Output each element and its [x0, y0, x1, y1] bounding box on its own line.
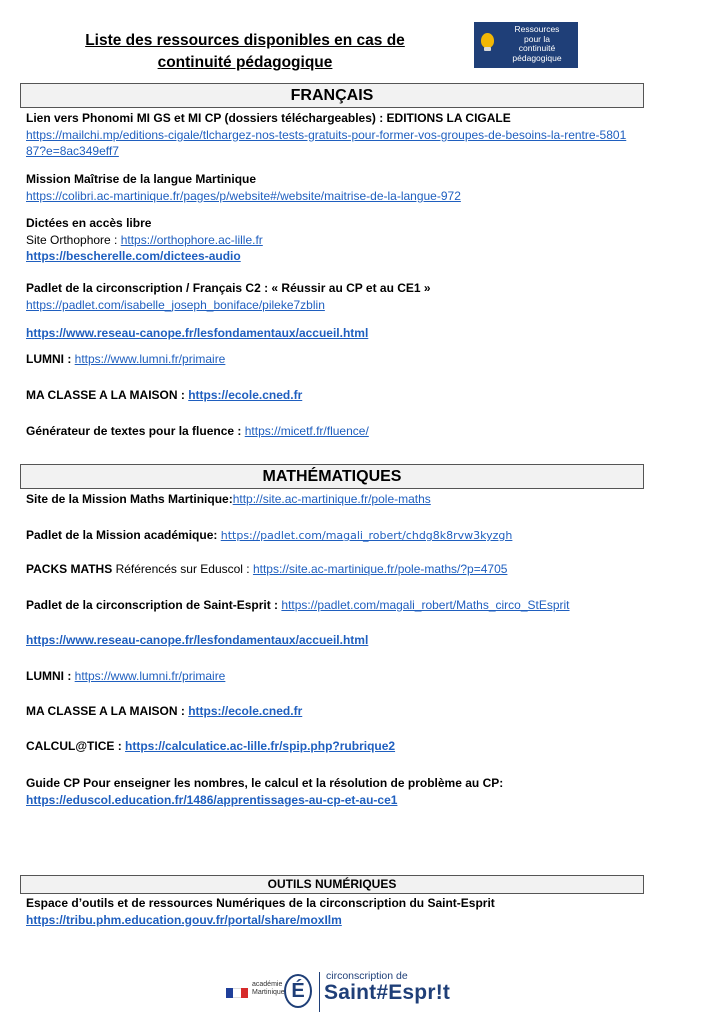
saint-esprit-logo: Saint#Espr!t [324, 981, 451, 1004]
academie-line-1: académie [252, 981, 283, 988]
fluence-label: Générateur de textes pour la fluence : [26, 424, 245, 438]
site-maths-link[interactable]: http://site.ac-martinique.fr/pole-maths [232, 492, 431, 506]
calculatice-label: CALCUL@TICE : [26, 739, 126, 753]
phonomi-link[interactable]: https://mailchi.mp/editions-cigale/tlchargez-nos-tests-gratuits-pour-former-vos-groupes-de-besoins-la-rentre-580187?e=8ac349eff7 [26, 127, 627, 158]
cned-maths-link[interactable]: https://ecole.cned.fr [188, 704, 303, 718]
entry-cned-francais [26, 387, 636, 404]
lumni-francais-label: LUMNI : [26, 352, 75, 366]
page-title-line-1: Liste des ressources disponibles en cas de [85, 32, 405, 49]
padlet-francais-link[interactable]: https://padlet.com/isabelle_joseph_boniface/pileke7zblin [26, 297, 325, 312]
badge-line-4: pédagogique [512, 52, 562, 63]
entry-canope-francais [26, 325, 636, 342]
orthophore-label: Site Orthophore : [26, 232, 121, 247]
lumni-francais-link[interactable]: https://www.lumni.fr/primaire [74, 352, 226, 366]
resources-badge [474, 22, 578, 68]
guide-cp-link[interactable]: https://eduscol.education.fr/1486/apprentissages-au-cp-et-au-ce1 [26, 792, 398, 807]
section-heading-maths: MATHÉMATIQUES [20, 464, 644, 489]
canope-francais-link[interactable]: https://www.reseau-canope.fr/lesfondamentaux/accueil.html [26, 326, 369, 340]
espace-outils-title: Espace d’outils et de ressources Numériques de la circonscription du Saint-Esprit [26, 896, 495, 910]
page-title-line-2: continuité pédagogique [157, 54, 333, 71]
entry-lumni-maths [26, 668, 636, 685]
dictees-title: Dictées en accès libre [26, 216, 152, 230]
padlet-francais-title: Padlet de la circonscription / Français C2 : « Réussir au CP et au CE1 » [26, 281, 431, 295]
entry-cned-maths [26, 703, 636, 720]
page-title [60, 30, 430, 74]
entry-padlet-academique [26, 527, 636, 545]
entry-calculatice [26, 738, 636, 755]
espace-outils-link[interactable]: https://tribu.phm.education.gouv.fr/portal/share/moxIlm [26, 912, 342, 927]
academie-line-2: Martinique [252, 989, 285, 996]
padlet-academique-link[interactable]: https://padlet.com/magali_robert/chdg8k8rvw3kyzgh [220, 529, 513, 542]
entry-canope-maths [26, 632, 636, 649]
entry-site-maths [26, 491, 636, 508]
packs-maths-link[interactable]: https://site.ac-martinique.fr/pole-maths/?p=4705 [252, 562, 508, 576]
lightbulb-icon [481, 33, 494, 48]
guide-cp-title: Guide CP Pour enseigner les nombres, le calcul et la résolution de problème au CP: [26, 776, 504, 790]
entry-fluence [26, 423, 636, 440]
orthophore-link[interactable]: https://orthophore.ac-lille.fr [120, 232, 263, 247]
entry-lumni-francais [26, 351, 636, 368]
circonscription-label: circonscription de [326, 970, 408, 982]
cned-francais-link[interactable]: https://ecole.cned.fr [188, 388, 303, 402]
entry-padlet-circo [26, 597, 636, 614]
lumni-maths-link[interactable]: https://www.lumni.fr/primaire [74, 669, 226, 683]
packs-maths-label-rest: Référencés sur Eduscol : [112, 562, 253, 576]
calculatice-link[interactable]: https://calculatice.ac-lille.fr/spip.php?rubrique2 [125, 739, 396, 753]
french-flag-icon [226, 988, 248, 998]
section-heading-outils: OUTILS NUMÉRIQUES [20, 875, 644, 894]
entry-mission-langue [26, 171, 636, 204]
entry-espace-outils [26, 895, 636, 928]
entry-packs-maths [26, 561, 636, 578]
mission-langue-link[interactable]: https://colibri.ac-martinique.fr/pages/p/website#/website/maitrise-de-la-langue-972 [26, 188, 461, 203]
padlet-circo-label: Padlet de la circonscription de Saint-Esprit : [26, 598, 282, 612]
bescherelle-link[interactable]: https://bescherelle.com/dictees-audio [26, 249, 241, 263]
padlet-circo-link[interactable]: https://padlet.com/magali_robert/Maths_circo_StEsprit [281, 598, 570, 612]
cned-francais-label: MA CLASSE A LA MAISON : [26, 388, 189, 402]
phonomi-title: Lien vers Phonomi MI GS et MI CP (dossiers téléchargeables) : EDITIONS LA CIGALE [26, 111, 511, 125]
padlet-academique-label: Padlet de la Mission académique: [26, 528, 221, 542]
badge-line-1: Ressources [514, 24, 560, 34]
canope-maths-link[interactable]: https://www.reseau-canope.fr/lesfondamentaux/accueil.html [26, 633, 369, 647]
education-e-logo-icon: É [284, 974, 312, 1008]
fluence-link[interactable]: https://micetf.fr/fluence/ [244, 424, 369, 438]
orthophore-row [26, 232, 636, 249]
mission-langue-title: Mission Maîtrise de la langue Martinique [26, 172, 257, 186]
entry-dictees [26, 215, 636, 265]
academie-logo [252, 981, 285, 997]
entry-padlet-francais [26, 280, 636, 313]
lumni-maths-label: LUMNI : [26, 669, 75, 683]
badge-line-2: pour la [524, 33, 550, 44]
section-heading-francais: FRANÇAIS [20, 83, 644, 108]
site-maths-label: Site de la Mission Maths Martinique: [26, 492, 233, 506]
badge-line-3: continuité [518, 43, 556, 53]
packs-maths-label-bold: PACKS MATHS [26, 562, 113, 576]
cned-maths-label: MA CLASSE A LA MAISON : [26, 704, 189, 718]
entry-guide-cp [26, 775, 636, 808]
footer-logos [226, 970, 451, 1014]
entry-phonomi [26, 110, 636, 160]
footer-divider [319, 972, 320, 1012]
